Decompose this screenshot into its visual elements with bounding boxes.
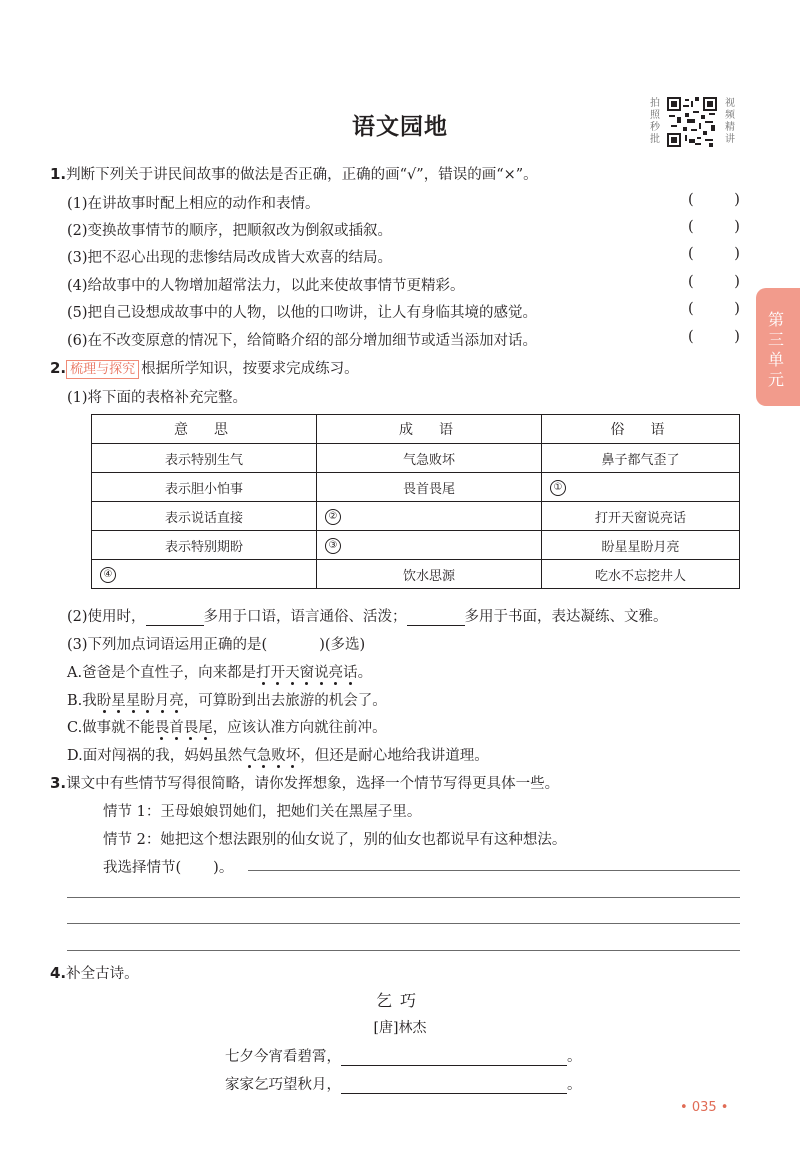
qr-left-label: 拍照秒批 bbox=[650, 98, 660, 145]
q2-sub2-blank-2[interactable] bbox=[407, 609, 465, 626]
q1-answer-6[interactable]: ( ) bbox=[688, 329, 758, 345]
table-cell: 鼻子都气歪了 bbox=[542, 444, 740, 473]
q3-choose-a: 我选择情节( bbox=[103, 860, 182, 876]
q1-answer-4[interactable]: ( ) bbox=[688, 274, 758, 290]
option-c[interactable] bbox=[67, 716, 387, 737]
poem-line-2-text: 家家乞巧望秋月， bbox=[225, 1077, 341, 1093]
marker-1: ① bbox=[550, 480, 566, 496]
q2-sub3 bbox=[67, 633, 365, 654]
table-cell: 表示特别生气 bbox=[92, 444, 317, 473]
table-blank-cell-4[interactable] bbox=[92, 560, 317, 589]
poem-author-name: 林杰 bbox=[398, 1020, 427, 1036]
q1-answer-2[interactable]: ( ) bbox=[688, 219, 758, 235]
q1-text: 判断下列关于讲民间故事的做法是否正确，正确的画“√”，错误的画“×”。 bbox=[66, 167, 538, 183]
table-cell: 表示特别期盼 bbox=[92, 531, 317, 560]
idiom-table bbox=[91, 414, 740, 589]
qr-code-block[interactable] bbox=[650, 95, 750, 155]
option-c-post: ，应该认准方向就往前冲。 bbox=[212, 720, 387, 736]
poem-author: [唐]林杰 bbox=[373, 1020, 427, 1036]
q1-answer-3[interactable]: ( ) bbox=[688, 246, 758, 262]
option-c-dotted: 畏首畏尾 bbox=[154, 720, 213, 736]
qr-code-icon[interactable] bbox=[667, 97, 717, 147]
table-cell: 吃水不忘挖井人 bbox=[542, 560, 740, 589]
q1-stem bbox=[50, 163, 538, 184]
q2-number: 2. bbox=[50, 359, 67, 377]
q3-stem bbox=[50, 772, 559, 793]
table-row bbox=[92, 444, 740, 473]
table-blank-cell-3[interactable] bbox=[317, 531, 542, 560]
table-row bbox=[92, 502, 740, 531]
q3-choose bbox=[103, 856, 233, 877]
q4-text: 补全古诗。 bbox=[66, 966, 139, 982]
poem-line-2 bbox=[225, 1073, 582, 1094]
poem-blank-1[interactable] bbox=[341, 1049, 567, 1066]
q3-plot-2: 情节 2：她把这个想法跟别的仙女说了，别的仙女也都说早有这种想法。 bbox=[103, 832, 567, 848]
q1-item-6: (6)在不改变原意的情况下，给简略介绍的部分增加细节或适当添加对话。 bbox=[67, 333, 538, 349]
q2-sub2-a: (2)使用时， bbox=[67, 609, 146, 625]
page-number: • 035 • bbox=[680, 1100, 729, 1115]
unit-tab-label: 第三单元 bbox=[768, 310, 785, 389]
q1-item-4: (4)给故事中的人物增加超常法力，以此来使故事情节更精彩。 bbox=[67, 278, 465, 294]
header-idiom: 成 语 bbox=[317, 415, 542, 444]
table-cell: 气急败坏 bbox=[317, 444, 542, 473]
option-d[interactable] bbox=[67, 744, 489, 765]
q3-text: 课文中有些情节写得很简略，请你发挥想象，选择一个情节写得更具体一些。 bbox=[66, 776, 560, 792]
option-a-pre: A.爸爸是个直性子，向来都是 bbox=[67, 665, 257, 681]
q1-item-1: (1)在讲故事时配上相应的动作和表情。 bbox=[67, 196, 320, 212]
poem-end-1: 。 bbox=[567, 1049, 582, 1065]
table-header-row bbox=[92, 415, 740, 444]
marker-3: ③ bbox=[325, 538, 341, 554]
poem-dynasty: 唐 bbox=[379, 1020, 393, 1036]
q3-number: 3. bbox=[50, 774, 67, 792]
option-a[interactable] bbox=[67, 661, 372, 682]
marker-4: ④ bbox=[100, 567, 116, 583]
q2-sub3-a: (3)下列加点词语运用正确的是( bbox=[67, 637, 268, 653]
q4-number: 4. bbox=[50, 964, 67, 982]
option-b-dotted: 盼星星盼月亮 bbox=[96, 693, 184, 709]
q3-choose-answer[interactable] bbox=[181, 860, 213, 876]
writing-line-2[interactable] bbox=[67, 897, 740, 898]
table-row bbox=[92, 473, 740, 502]
q1-answer-1[interactable]: ( ) bbox=[688, 192, 758, 208]
poem-end-2: 。 bbox=[567, 1077, 582, 1093]
header-meaning: 意 思 bbox=[92, 415, 317, 444]
q1-item-5: (5)把自己设想成故事中的人物，以他的口吻讲，让人有身临其境的感觉。 bbox=[67, 305, 538, 321]
q1-item-3: (3)把不忍心出现的悲惨结局改成皆大欢喜的结局。 bbox=[67, 250, 393, 266]
option-d-dotted: 气急败坏 bbox=[242, 748, 301, 764]
marker-2: ② bbox=[325, 509, 341, 525]
table-blank-cell-1[interactable] bbox=[542, 473, 740, 502]
qr-right-label: 视频精讲 bbox=[725, 98, 735, 145]
table-cell: 饮水思源 bbox=[317, 560, 542, 589]
table-blank-cell-2[interactable] bbox=[317, 502, 542, 531]
q1-answer-5[interactable]: ( ) bbox=[688, 301, 758, 317]
q2-sub2 bbox=[67, 605, 668, 626]
q2-sub2-b: 多用于口语，语言通俗、活泼； bbox=[203, 609, 407, 625]
table-row bbox=[92, 531, 740, 560]
option-c-pre: C.做事就不能 bbox=[67, 720, 155, 736]
q2-sub2-c: 多用于书面，表达凝练、文雅。 bbox=[464, 609, 668, 625]
page-title: 语文园地 bbox=[352, 114, 448, 140]
page-number-text: 035 bbox=[691, 1100, 717, 1115]
q4-stem bbox=[50, 962, 139, 983]
table-cell: 畏首畏尾 bbox=[317, 473, 542, 502]
option-d-pre: D.面对闯祸的我，妈妈虽然 bbox=[67, 748, 243, 764]
poem-line-1 bbox=[225, 1045, 582, 1066]
q2-sub3-b: )(多选) bbox=[319, 637, 366, 653]
q2-sub1: (1)将下面的表格补充完整。 bbox=[67, 390, 248, 406]
q2-sub3-answer[interactable] bbox=[267, 637, 319, 653]
unit-tab[interactable] bbox=[756, 288, 800, 406]
q3-plot-1: 情节 1：王母娘娘罚她们，把她们关在黑屋子里。 bbox=[103, 804, 422, 820]
header-saying: 俗 语 bbox=[542, 415, 740, 444]
poem-title: 乞巧 bbox=[375, 991, 424, 1010]
option-b[interactable] bbox=[67, 689, 387, 710]
q1-number: 1. bbox=[50, 165, 67, 183]
writing-line-1[interactable] bbox=[248, 870, 740, 871]
option-b-pre: B.我 bbox=[67, 693, 97, 709]
poem-blank-2[interactable] bbox=[341, 1077, 567, 1094]
table-cell: 打开天窗说亮话 bbox=[542, 502, 740, 531]
q3-choose-b: )。 bbox=[213, 860, 234, 876]
option-a-dotted: 打开天窗说亮话 bbox=[256, 665, 358, 681]
table-cell: 盼星星盼月亮 bbox=[542, 531, 740, 560]
table-cell: 表示胆小怕事 bbox=[92, 473, 317, 502]
q2-stem bbox=[50, 357, 359, 379]
q1-item-2: (2)变换故事情节的顺序，把顺叙改为倒叙或插叙。 bbox=[67, 223, 393, 239]
option-d-post: ，但还是耐心地给我讲道理。 bbox=[300, 748, 489, 764]
table-cell: 表示说话直接 bbox=[92, 502, 317, 531]
option-a-post: 。 bbox=[357, 665, 373, 681]
writing-line-4[interactable] bbox=[67, 950, 740, 951]
q2-text: 根据所学知识，按要求完成练习。 bbox=[141, 361, 359, 377]
q2-sub2-blank-1[interactable] bbox=[146, 609, 204, 626]
option-b-post: ，可算盼到出去旅游的机会了。 bbox=[183, 693, 387, 709]
poem-line-1-text: 七夕今宵看碧霄， bbox=[225, 1049, 341, 1065]
q2-tag: 梳理与探究 bbox=[66, 360, 139, 379]
table-row bbox=[92, 560, 740, 589]
writing-line-3[interactable] bbox=[67, 923, 740, 924]
